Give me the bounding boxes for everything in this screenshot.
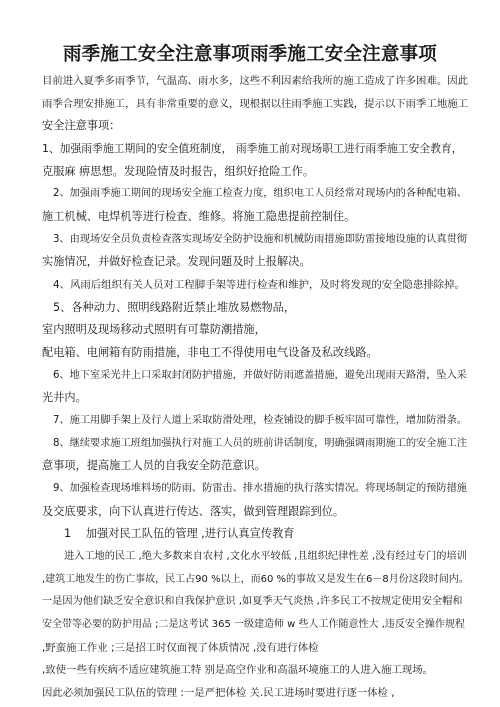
body-line: 实施情况，并做好检查记录。发现问题及时上报解决。: [42, 255, 311, 269]
body-line: 目前进入夏季多雨季节，气温高、雨水多，这些不利因素给我所的施工造成了许多困难。因此: [42, 75, 469, 87]
section-heading: 1 加强对民工队伍的管理 ,进行认真宣传教育: [64, 527, 295, 541]
body-line: ,建筑工地发生的伤亡事故，民工占90 %以上，而60 %的事故又是发生在6－8月份这段时间内。: [42, 573, 469, 585]
body-line: 雨季合理安排施工，具有非常重要的意义，现根据以往雨季施工实践，提示以下雨季工地施工: [42, 97, 469, 110]
body-line: 4、风雨后组织有关人员对工程脚手架等进行检查和维护，及时将发现的安全隐患排除掉。: [53, 279, 465, 291]
body-line: 安全注意事项：: [42, 119, 121, 133]
body-line: 9、加强检查现场堆料场的防雨、防雷击、排水措施的执行落实情况。将现场制定的预防措施: [53, 483, 467, 494]
document-title: 雨季施工安全注意事项雨季施工安全注意事项: [62, 44, 437, 65]
body-line: 室内照明及现场移动式照明有可靠防潮措施，: [42, 323, 266, 337]
body-line: 8、继续要求施工班组加强执行对施工人员的班前讲话制度，明确强调雨期施工的安全施工注: [53, 437, 467, 449]
body-line: 一是因为他们缺乏安全意识和自我保护意识 ,如夏季天气炎热 ,许多民工不按规定使用安全帽和: [42, 596, 463, 608]
body-line: ,野蛮施工作业 ;三是招工时仅面视了体质情况 ,没有进行体检: [42, 641, 319, 654]
body-line: 施工机械、电焊机等进行检查、维修。将施工隐患提前控制住。: [42, 210, 356, 223]
body-line: 克服麻 痹思想。发现险情及时报告，组织好抢险工作。: [42, 164, 315, 178]
body-line: 5、各种动力、照明线路附近禁止堆放易燃物品，: [53, 300, 296, 314]
body-line: 配电箱、电闸箱有防雨措施，非电工不得使用电气设备及私改线路。: [42, 346, 378, 359]
body-line: ,致使一些有疾病不适应建筑施工特 别是高空作业和高温环境施工的人进入施工现场。: [42, 664, 434, 677]
body-line: 意事项，提高施工人员的自我安全防范意识。: [42, 459, 266, 473]
body-line: 进入工地的民工 ,绝大多数来自农村 ,文化水平较低 ,且组织纪律性差 ,没有经过专门的培训: [64, 551, 467, 562]
body-line: 因此必须加强民工队伍的管理 :一是严把体检 关.民工进场时要进行逐一体检 ,: [42, 687, 395, 699]
body-line: 2、加强雨季施工期间的现场安全施工检查力度，组织电工人员经常对现场内的各种配电箱、: [53, 188, 467, 200]
body-line: 1、加强雨季施工期间的安全值班制度， 雨季施工前对现场职工进行雨季施工安全教育，: [42, 142, 463, 155]
body-line: 3、由现场安全员负责检查落实现场安全防护设施和机械防雨措施即防雷接地设施的认真贯彻: [53, 233, 467, 245]
body-line: 光井内。: [42, 391, 87, 405]
body-line: 及交底要求，向下认真进行传达、落实，做到管理跟踪到位。: [42, 504, 345, 518]
body-line: 7、施工用脚手架上及行人道上采取防滑处理，检查铺设的脚手板牢固可靠性，增加防滑条。: [53, 415, 467, 426]
body-line: 6、地下室采光井上口采取封闭防护措施，并做好防雨遮盖措施，避免出现雨天路滑，坠入采: [53, 369, 467, 381]
body-line: 安全带等必要的防护用品 ;二是这考试 365 一级建造师 w 些人工作随意性大 ,违反安全操作规程: [42, 619, 465, 630]
